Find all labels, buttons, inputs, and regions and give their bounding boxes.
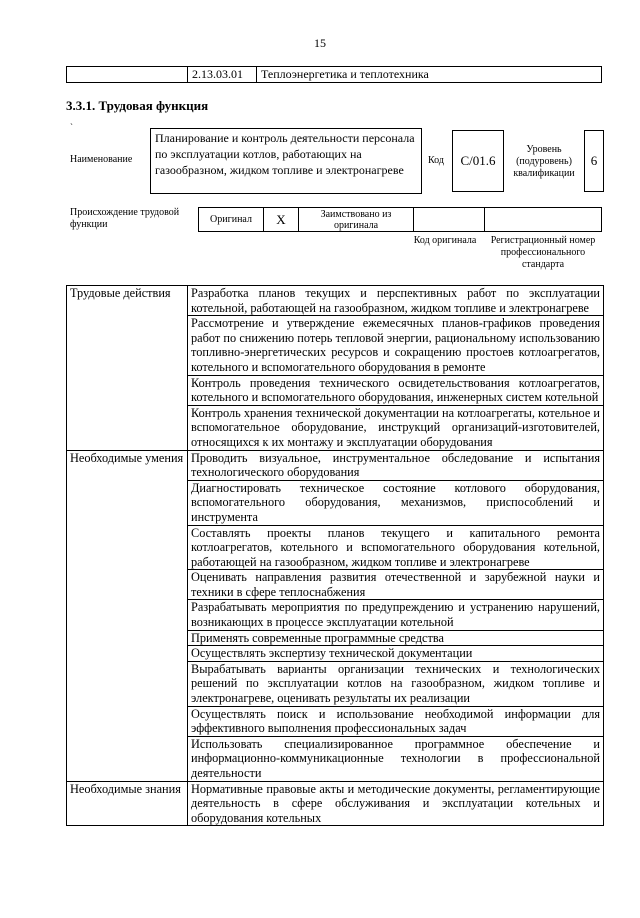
origin-label: Происхождение трудовой функции xyxy=(70,207,180,230)
section-item: Контроль проведения технического освидетельствования котлоагрегатов, котельного и вспомогательного оборудования, инженерных систем котельной xyxy=(188,375,604,405)
specialty-code: 2.13.03.01 xyxy=(188,67,257,83)
code-original-label: Код оригинала xyxy=(413,235,477,246)
codebar-empty-cell xyxy=(67,67,188,83)
tick-mark: ` xyxy=(70,122,73,132)
section-item: Разработка планов текущих и перспективных работ по эксплуатации котельной, работающей на газообразном, жидком топливе и электронагреве xyxy=(188,286,604,316)
reg-number-cell xyxy=(485,208,602,232)
code-original-cell xyxy=(414,208,485,232)
page-number: 15 xyxy=(314,36,326,50)
section-item: Проводить визуальное, инструментальное обследование и испытания технологического оборудования xyxy=(188,450,604,480)
section-label: Необходимые умения xyxy=(67,450,188,781)
section-item: Использовать специализированное программное обеспечение и информационно-коммуникационные технологии в профессиональной деятельности xyxy=(188,736,604,781)
function-details-table xyxy=(66,285,604,826)
section-item: Составлять проекты планов текущего и капитального ремонта котлоагрегатов, котельного и вспомогательного оборудования котельной, работающей на газообразном, жидком топливе и электронагреве xyxy=(188,525,604,570)
section-item: Осуществлять поиск и использование необходимой информации для эффективного выполнения профессиональных задач xyxy=(188,706,604,736)
name-label: Наименование xyxy=(70,154,133,165)
section-item: Вырабатывать варианты организации технических и технологических решений по эксплуатации котлов на газообразном, жидком топливе и электронагреве, оценивать результаты их реализации xyxy=(188,661,604,706)
section-item: Осуществлять экспертизу технической документации xyxy=(188,646,604,662)
specialty-code-bar xyxy=(66,66,602,83)
qualification-level-label: Уровень (подуровень) квалификации xyxy=(513,144,575,179)
code-label: Код xyxy=(428,155,444,166)
original-mark: X xyxy=(264,208,299,232)
table-row xyxy=(67,450,604,480)
original-label: Оригинал xyxy=(199,208,264,232)
origin-table xyxy=(198,207,602,232)
table-row xyxy=(67,286,604,316)
borrowed-label: Заимствовано из оригинала xyxy=(299,208,414,232)
section-label: Трудовые действия xyxy=(67,286,188,451)
qualification-level-box: 6 xyxy=(584,130,604,192)
specialty-name: Теплоэнергетика и теплотехника xyxy=(257,67,602,83)
function-name-box: Планирование и контроль деятельности персонала по эксплуатации котлов, работающих на газообразном, жидком топливе и электронагреве xyxy=(150,128,422,194)
section-item: Применять современные программные средства xyxy=(188,630,604,646)
section-label: Необходимые знания xyxy=(67,781,188,826)
section-item: Контроль хранения технической документации на котлоагрегаты, котельное и вспомогательное оборудование, инструкций организаций-изготовителей, относящихся к их монтажу и эксплуатации оборудования xyxy=(188,405,604,450)
section-item: Нормативные правовые акты и методические документы, регламентирующие деятельность в сфере обслуживания и эксплуатации котельных и оборудования котельных xyxy=(188,781,604,826)
function-code-box: C/01.6 xyxy=(452,130,504,192)
section-item: Оценивать направления развития отечественной и зарубежной науки и техники в сфере теплоснабжения xyxy=(188,570,604,600)
section-item: Диагностировать техническое состояние котлового оборудования, вспомогательного оборудования, механизмов, приспособлений и инструмента xyxy=(188,480,604,525)
section-title: 3.3.1. Трудовая функция xyxy=(66,98,209,113)
section-item: Рассмотрение и утверждение ежемесячных планов-графиков проведения работ по снижению потерь тепловой энергии, рациональному использованию топливно-энергетических ресурсов и сокращению простоев котлоагрегатов, котельного и вспомогательного оборудования в ремонте xyxy=(188,316,604,375)
reg-number-label: Регистрационный номер профессионального стандарта xyxy=(490,235,596,270)
table-row xyxy=(67,781,604,826)
section-item: Разрабатывать мероприятия по предупреждению и устранению нарушений, возникающих в процессе эксплуатации котельной xyxy=(188,600,604,630)
